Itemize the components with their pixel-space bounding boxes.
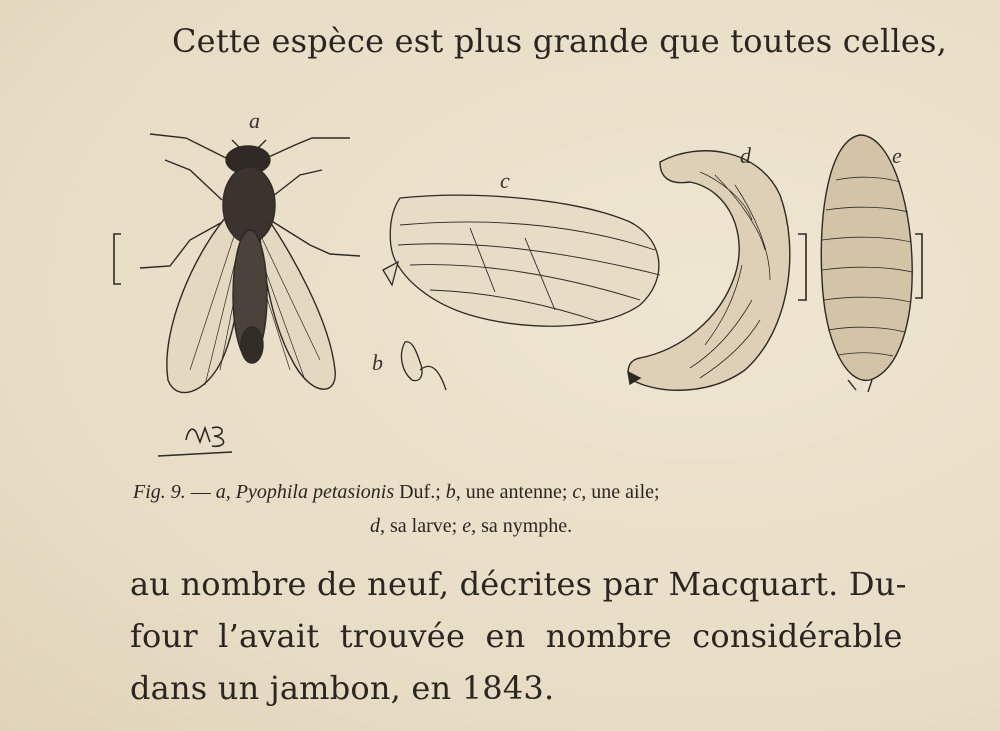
caption-e-key: e,: [462, 515, 477, 537]
text-line-3: four l’avait trouvée en nombre considérable: [130, 617, 903, 655]
antenna-drawing: [401, 342, 446, 390]
label-e: e: [892, 143, 902, 168]
caption-b-key: b,: [445, 481, 461, 503]
caption-author: Duf.;: [394, 481, 446, 503]
text-line-2: au nombre de neuf, décrites par Macquart. Du-: [130, 565, 907, 603]
caption-c-key: c,: [572, 481, 587, 503]
pupa-drawing: [821, 135, 912, 392]
label-d: d: [740, 143, 751, 168]
caption-dash: —: [185, 481, 216, 503]
text-line-4: dans un jambon, en 1843.: [130, 669, 555, 707]
caption-a-key: a,: [215, 481, 231, 503]
fly-drawing: [140, 134, 360, 393]
scale-bar-middle: [798, 234, 806, 300]
caption-fig-number: Fig. 9.: [133, 481, 186, 503]
wing-drawing: [383, 195, 660, 326]
artist-signature: [158, 427, 232, 456]
caption-species: Pyophila petasionis: [235, 481, 395, 503]
scale-bar-right: [915, 234, 922, 298]
caption-d-text: sa larve;: [385, 515, 463, 537]
label-b: b: [372, 350, 383, 375]
caption-b-text: une antenne;: [460, 481, 573, 503]
label-a: a: [249, 108, 260, 133]
figure-caption-line-1: [133, 481, 660, 504]
scale-bar-left: [114, 234, 121, 284]
text-line-1: Cette espèce est plus grande que toutes celles,: [172, 22, 948, 60]
label-c: c: [500, 168, 510, 193]
caption-e-text: sa nymphe.: [476, 515, 573, 537]
caption-d-key: d,: [370, 515, 385, 537]
caption-c-text: une aile;: [586, 481, 660, 503]
figure-caption-line-2: [370, 515, 572, 538]
